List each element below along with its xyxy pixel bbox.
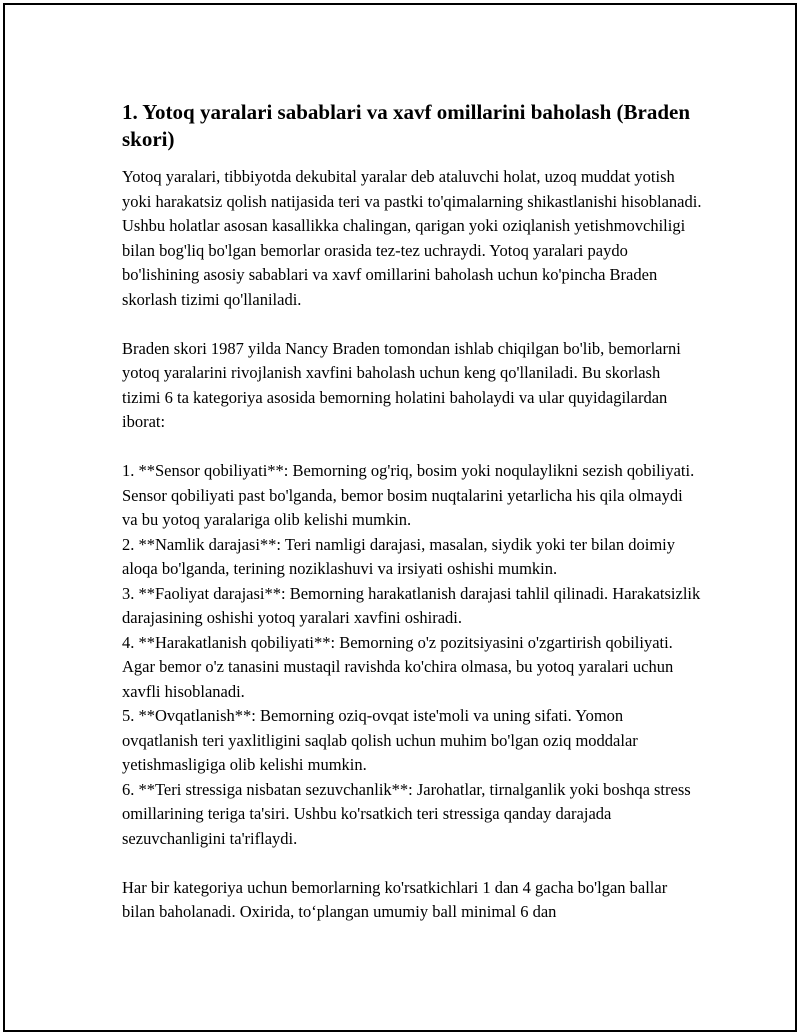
braden-paragraph: Braden skori 1987 yilda Nancy Braden tomondan ishlab chiqilgan bo'lib, bemorlarni yotoq yaralarini rivojlanish xavfini baholash uchun keng qo'llaniladi. Bu skorlash tizimi 6 ta kategoriya asosida bemorning holatini baholaydi va ular quyidagilardan iborat: bbox=[122, 338, 681, 431]
document-page bbox=[3, 3, 797, 1032]
intro-paragraph: Yotoq yaralari, tibbiyotda dekubital yaralar deb ataluvchi holat, uzoq muddat yotish yoki harakatsiz qolish natijasida teri va pastki to'qimalarning shikastlanishi hisoblanadi. Ushbu holatlar asosan kasallikka chalingan, qarigan yoki oziqlanish yetishmovchiligi bilan bog'liq bo'lgan bemorlar orasida tez-tez uchraydi. Yotoq yaralari paydo bo'lishining asosiy sabablari va xavf omillarini baholash uchun ko'pincha Braden skorlash tizimi qo'llaniladi. bbox=[122, 167, 702, 309]
category-list bbox=[122, 459, 702, 851]
list-item-nutrition: 5. **Ovqatlanish**: Bemorning oziq-ovqat iste'moli va uning sifati. Yomon ovqatlanish teri yaxlitligini saqlab qolish uchun muhim bo'lgan oziq moddalar yetishmasligiga olib kelishi mumkin. bbox=[122, 706, 638, 774]
list-item-skin-stress: 6. **Teri stressiga nisbatan sezuvchanlik**: Jarohatlar, tirnalganlik yoki boshqa stress omillarining teriga ta'siri. Ushbu ko'rsatkich teri stressiga qanday darajada sezuvchanligini ta'riflaydi. bbox=[122, 779, 691, 848]
closing-paragraph: Har bir kategoriya uchun bemorlarning ko'rsatkichlari 1 dan 4 gacha bo'lgan ballar bilan baholanadi. Oxirida, to‘plangan umumiy ball minimal 6 dan bbox=[122, 877, 668, 921]
document-title: 1. Yotoq yaralari sabablari va xavf omillarini baholash (Braden skori) bbox=[122, 100, 691, 151]
list-item-activity: 3. **Faoliyat darajasi**: Bemorning harakatlanish darajasi tahlil qilinadi. Harakatsizlik darajasining oshishi yotoq yaralari xavfini oshiradi. bbox=[122, 583, 701, 627]
list-item-mobility: 4. **Harakatlanish qobiliyati**: Bemorning o'z pozitsiyasini o'zgartirish qobiliyati. Agar bemor o'z tanasini mustaqil ravishda ko'chira olmasa, bu yotoq yaralari uchun xavfli hisoblanadi. bbox=[122, 632, 674, 701]
document-body bbox=[122, 99, 702, 925]
list-item-sensor: 1. **Sensor qobiliyati**: Bemorning og'riq, bosim yoki noqulaylikni sezish qobiliyati. Sensor qobiliyati past bo'lganda, bemor bosim nuqtalarini yetarlicha his qila olmaydi va bu yotoq yaralariga olib kelishi mumkin. bbox=[122, 461, 695, 529]
list-item-moisture: 2. **Namlik darajasi**: Teri namligi darajasi, masalan, siydik yoki ter bilan doimiy aloqa bo'lganda, terining noziklashuvi va irsiyati oshishi mumkin. bbox=[122, 534, 676, 578]
